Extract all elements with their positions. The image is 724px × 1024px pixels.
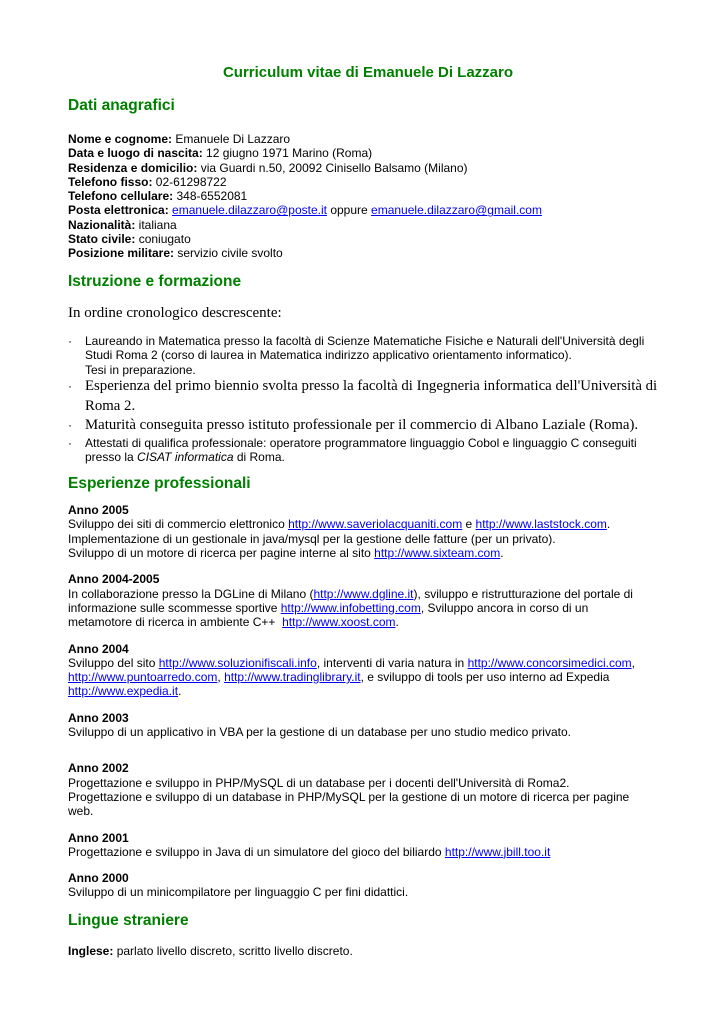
text: , [631,655,635,670]
text: Laureando in Matematica presso la facoltà di Scienze Matematiche Fisiche e Naturali dell'Università degli [85,334,645,349]
text-line [68,656,668,670]
link[interactable]: http://www.tradinglibrary.it [224,670,361,685]
text: ), sviluppo e ristrutturazione del portale di [413,586,633,601]
text: Esperienza del primo biennio svolta presso la facoltà di Ingegneria informatica dell'Università di [85,378,658,395]
text-line [85,363,668,377]
text-line [85,348,668,362]
text-line [68,587,668,601]
experience-entry-2004-2005 [68,572,668,629]
text: italiana [135,217,177,232]
section-heading-esperienze: Esperienze professionali [68,475,251,493]
text-line [68,615,668,629]
bullet-item [68,334,668,377]
link[interactable]: http://www.jbill.too.it [444,844,551,859]
text: Sviluppo di un applicativo in VBA per la gestione di un database per uno studio medico privato. [68,725,571,740]
text: Progettazione e sviluppo in Java di un simulatore del gioco del biliardo [68,844,445,859]
text: . [500,546,504,561]
text: , [217,670,225,685]
text: Progettazione e sviluppo in PHP/MySQL di un database per i docenti dell'Università di Roma2. [68,775,570,790]
text: 12 giugno 1971 Marino (Roma) [202,146,373,161]
text-line [68,885,668,899]
text: web. [68,804,94,819]
bold-text: Posizione militare: [68,246,175,261]
text-line [68,601,668,615]
section-esperienze [68,475,668,900]
link[interactable]: http://www.puntoarredo.com [68,670,218,685]
text: . [606,517,611,532]
text: Sviluppo dei siti di commercio elettronico [68,517,289,532]
link[interactable]: http://www.saveriolacquaniti.com [288,517,463,532]
experience-entry-2002 [68,761,668,818]
link[interactable]: http://www.concorsimedici.com [467,655,632,670]
text-line [68,246,668,260]
entry-year-label: Anno 2001 [68,830,129,845]
bold-text: Nome e cognome: [68,132,173,146]
link[interactable]: http://www.sixteam.com [374,546,501,561]
text: e [462,517,476,532]
entry-year-label: Anno 2004-2005 [68,572,160,587]
section-lingue [68,912,668,958]
text: Sviluppo di un motore di ricerca per pagine interne al sito [68,546,375,561]
text-line [68,804,668,818]
istruzione-intro: In ordine cronologico descrescente: [68,304,282,321]
experience-entry-2005 [68,503,668,560]
bullet-dot-icon: · [68,418,72,433]
experience-entries [68,503,668,900]
text-line [85,377,668,397]
link[interactable]: http://www.expedia.it [68,684,179,699]
entry-body [68,725,668,739]
text-line [68,845,668,859]
text-line [85,450,668,464]
link[interactable]: http://www.infobetting.com [280,600,421,615]
text-line [68,189,668,203]
text-line [85,334,668,348]
bullet-dot-icon: · [68,379,72,394]
dati-fields-block [68,132,668,261]
text-line [85,416,668,436]
text: parlato livello discreto, scritto livello discreto. [113,943,353,958]
text: oppure [326,203,372,218]
link[interactable]: http://www.xoost.com [282,615,396,630]
text-line [68,175,668,189]
text-line [68,790,668,804]
text-line [68,532,668,546]
entry-body [68,587,668,630]
text-line [68,517,668,531]
text-line [68,146,668,160]
link[interactable]: http://www.laststock.com [475,517,607,532]
bold-text: Telefono cellulare: [68,189,174,204]
text: . [178,684,182,699]
bullet-item [68,377,668,416]
entry-year-label: Anno 2000 [68,871,129,886]
entry-body [68,517,668,560]
text-line [68,203,668,217]
section-heading-lingue: Lingue straniere [68,911,189,929]
link[interactable]: emanuele.dilazzaro@poste.it [172,203,327,218]
page-title: Curriculum vitae di Emanuele Di Lazzaro [222,64,514,81]
text-line [68,944,668,958]
entry-year-label: Anno 2002 [68,761,129,776]
text-line [85,397,668,417]
section-dati-anagrafici [68,97,668,261]
text: , e sviluppo di tools per uso interno ad Expedia [360,670,610,685]
text: Tesi in preparazione. [85,362,196,377]
text-line [68,684,668,698]
section-heading-istruzione: Istruzione e formazione [68,272,242,290]
text: Attestati di qualifica professionale: operatore programmatore linguaggio Cobol e linguaggio C conseguiti [85,435,637,450]
italic-text: CISAT informatica [137,449,234,464]
bullet-item [68,436,668,465]
entry-body [68,845,668,859]
entry-body [68,656,668,699]
text: coniugato [135,232,191,247]
text: . [395,615,399,630]
text: Studi Roma 2 (corso di laurea in Matematica indirizzo applicativo orientamento informatico). [85,348,572,363]
bold-text: Telefono fisso: [68,174,153,189]
bold-text: Data e luogo di nascita: [68,146,203,161]
text: via Guardi n.50, 20092 Cinisello Balsamo (Milano) [197,160,468,175]
bullet-item [68,416,668,436]
bold-text: Residenza e domicilio: [68,160,198,175]
text: In collaborazione presso la DGLine di Milano ( [68,586,314,601]
entry-year-label: Anno 2004 [68,641,129,656]
text: Emanuele Di Lazzaro [172,132,291,146]
text: Roma 2. [85,397,136,414]
experience-entry-2000 [68,871,668,900]
istruzione-bullet-list [68,334,668,464]
text: servizio civile svolto [174,246,283,261]
text-line [68,546,668,560]
text-line [68,232,668,246]
text-line [68,218,668,232]
text-line [68,161,668,175]
text-line [68,725,668,739]
bold-text: Nazionalità: [68,217,136,232]
text: metamotore di ricerca in ambiente C++ [68,615,283,630]
experience-entry-2001 [68,831,668,860]
section-istruzione [68,273,668,464]
text: Maturità conseguita presso istituto professionale per il commercio di Albano Laziale (Roma). [85,417,639,434]
bullet-content [85,334,668,377]
bold-text: Inglese: [68,943,114,958]
entry-year-label: Anno 2005 [68,503,129,518]
bold-text: Posta elettronica: [68,203,169,218]
entry-body [68,776,668,819]
text-line [85,436,668,450]
text-line [68,776,668,790]
bullet-dot-icon: · [68,435,72,450]
text: Progettazione e sviluppo di un database in PHP/MySQL per la gestione di un motore di ricerca per pagine [68,789,630,804]
section-heading-dati: Dati anagrafici [68,97,175,114]
entry-body [68,885,668,899]
text: 348-6552081 [173,189,248,204]
text: informazione sulle scommesse sportive [68,600,281,615]
text-line [68,132,668,146]
text: Sviluppo del sito [68,655,159,670]
link[interactable]: emanuele.dilazzaro@gmail.com [371,203,542,218]
text: di Roma. [233,449,285,464]
bullet-content [85,416,668,436]
text: 02-61298722 [152,174,227,189]
bullet-dot-icon: · [68,334,72,349]
experience-entry-2004 [68,642,668,699]
text: presso la [85,449,138,464]
bullet-content [85,436,668,465]
text: Sviluppo di un minicompilatore per linguaggio C per fini didattici. [68,885,409,900]
bold-text: Stato civile: [68,232,136,247]
text: , Sviluppo ancora in corso di un [420,600,589,615]
text-line [68,670,668,684]
link[interactable]: http://www.soluzionifiscali.info [158,655,317,670]
lingue-block [68,944,668,958]
experience-entry-2003 [68,711,668,740]
link[interactable]: http://www.dgline.it [313,586,414,601]
text: , interventi di varia natura in [316,655,468,670]
bullet-content [85,377,668,416]
entry-year-label: Anno 2003 [68,710,129,725]
text: Implementazione di un gestionale in java/mysql per la gestione delle fatture (per un privato). [68,531,556,546]
